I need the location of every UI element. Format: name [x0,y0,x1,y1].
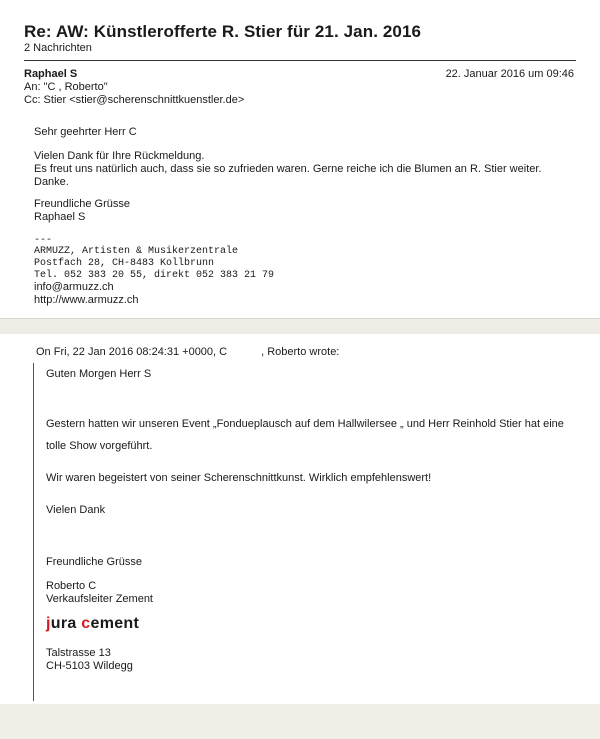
quote-city: CH-5103 Wildegg [46,660,133,672]
message-count: 2 Nachrichten [24,42,92,54]
quote-closing: Freundliche Grüsse [46,556,142,568]
body-closing: Freundliche Grüsse [34,198,130,210]
quote-role: Verkaufsleiter Zement [46,593,153,605]
signature-separator: --- [34,235,53,246]
quote-para1-line2: tolle Show vorgeführt. [46,440,153,452]
sender-name: Raphael S [24,68,78,80]
quote-header-suffix: , Roberto wrote: [261,346,340,358]
email-subject: Re: AW: Künstlerofferte R. Stier für 21. Jan. 2016 [24,22,422,41]
jura-cement-logo [46,615,139,633]
signature-address: Postfach 28, CH-8483 Kollbrunn [34,258,215,269]
quote-para2: Wir waren begeistert von seiner Scherenschnittkunst. Wirklich empfehlenswert! [46,472,432,484]
body-line-1: Vielen Dank für Ihre Rückmeldung. [34,150,205,162]
quote-header [36,346,339,358]
body-line-2: Es freut uns natürlich auch, dass sie so zufrieden waren. Gerne reiche ich die Blumen an R. Stier weiter. [34,163,542,175]
header-divider [24,60,576,61]
quote-street: Talstrasse 13 [46,647,111,659]
logo-c: c [81,615,91,632]
signature-phone: Tel. 052 383 20 55, direkt 052 383 21 79 [34,270,275,281]
signature-email-link[interactable]: info@armuzz.ch [34,281,114,293]
logo-j: j [46,615,51,632]
quote-greeting: Guten Morgen Herr S [46,368,152,380]
quote-thanks: Vielen Dank [46,504,106,516]
logo-ement: ement [90,615,140,632]
signature-web-link[interactable]: http://www.armuzz.ch [34,294,139,306]
logo-ura: ura [50,615,82,632]
quote-name: Roberto C [46,580,97,592]
email-page-2 [0,334,600,704]
quote-para1-line1: Gestern hatten wir unseren Event „Fondueplausch auf dem Hallwilersee „ und Herr Reinhold Stier hat eine [46,418,564,430]
cc-line: Cc: Stier <stier@scherenschnittkuenstler.de> [24,94,245,106]
quote-bar [33,363,34,701]
email-page-1 [0,0,600,318]
quote-header-prefix: On Fri, 22 Jan 2016 08:24:31 +0000, C [36,346,228,358]
message-date: 22. Januar 2016 um 09:46 [445,68,574,80]
recipient-line: An: "C , Roberto" [24,81,108,93]
signature-company: ARMUZZ, Artisten & Musikerzentrale [34,246,239,257]
bottom-margin [0,704,600,739]
body-line-3: Danke. [34,176,69,188]
body-closing-name: Raphael S [34,211,86,223]
body-greeting: Sehr geehrter Herr C [34,126,137,138]
